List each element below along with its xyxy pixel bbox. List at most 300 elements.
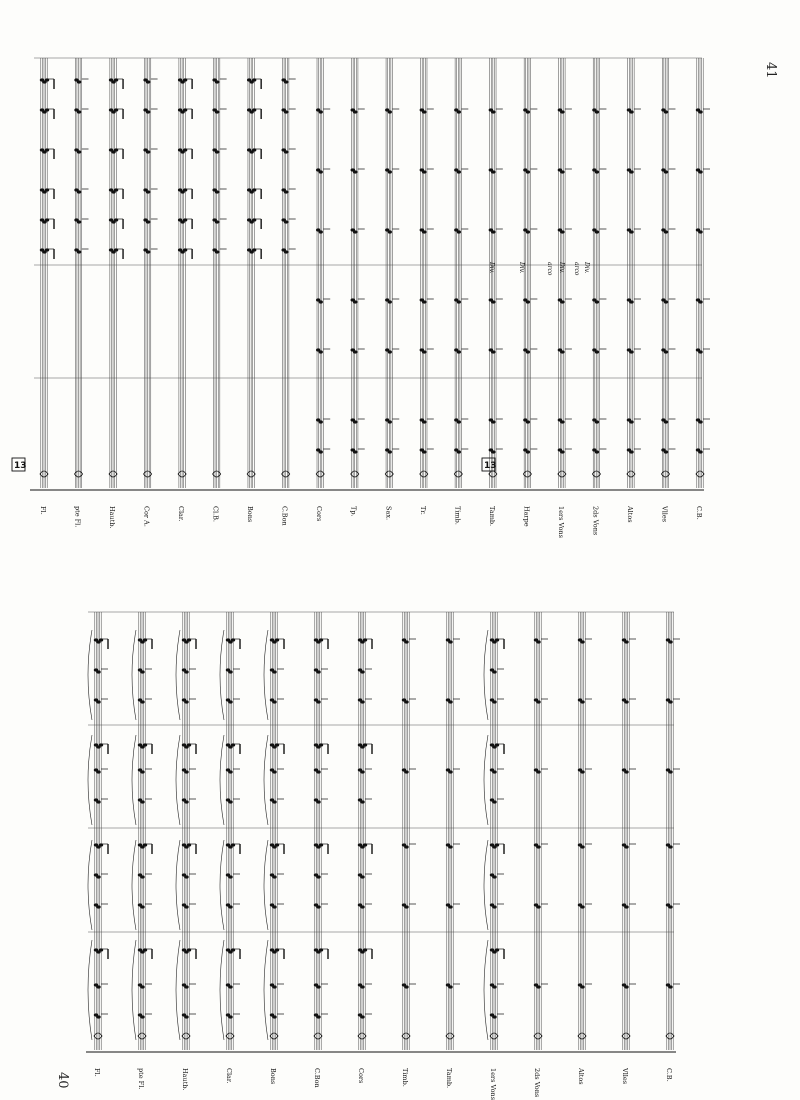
note-group bbox=[358, 768, 372, 773]
note-head bbox=[624, 640, 628, 643]
note-group bbox=[143, 78, 157, 83]
note-group bbox=[696, 168, 710, 173]
note-head bbox=[595, 300, 599, 303]
note-group bbox=[247, 188, 261, 199]
slur bbox=[484, 630, 488, 720]
note-group bbox=[138, 668, 152, 673]
note-head bbox=[146, 80, 150, 83]
note-group bbox=[314, 743, 328, 754]
note-group bbox=[622, 983, 636, 988]
note-group bbox=[385, 418, 399, 423]
note-group bbox=[270, 768, 284, 773]
note-group bbox=[490, 983, 504, 988]
note-head bbox=[560, 300, 564, 303]
note-group bbox=[534, 768, 548, 773]
note-head bbox=[457, 300, 461, 303]
note-group bbox=[592, 228, 606, 233]
note-group bbox=[212, 248, 226, 253]
note-head bbox=[422, 110, 426, 113]
note-group bbox=[696, 448, 710, 453]
note-group bbox=[314, 903, 328, 908]
note-group bbox=[578, 638, 592, 643]
note-group bbox=[182, 743, 196, 754]
note-group bbox=[270, 668, 284, 673]
note-group bbox=[622, 903, 636, 908]
svg-text:13: 13 bbox=[14, 461, 27, 471]
note-group bbox=[226, 873, 240, 878]
note-head bbox=[146, 220, 150, 223]
note-group bbox=[182, 983, 196, 988]
note-group bbox=[40, 188, 54, 199]
slur bbox=[484, 735, 488, 825]
note-head bbox=[624, 985, 628, 988]
note-head bbox=[316, 875, 320, 878]
note-group bbox=[351, 448, 365, 453]
note-head bbox=[560, 170, 564, 173]
staff-label: Altos bbox=[625, 506, 634, 523]
note-group bbox=[281, 78, 295, 83]
note-head bbox=[319, 350, 323, 353]
staff-upper-3 bbox=[110, 58, 116, 488]
note-head bbox=[96, 875, 100, 878]
note-group bbox=[314, 768, 328, 773]
note-group bbox=[622, 843, 636, 848]
note-head bbox=[664, 110, 668, 113]
note-head bbox=[184, 1015, 188, 1018]
note-head bbox=[492, 875, 496, 878]
staff-upper-8 bbox=[282, 58, 288, 488]
staff-label: Altos bbox=[577, 1068, 585, 1085]
note-group bbox=[109, 188, 123, 199]
note-group bbox=[622, 768, 636, 773]
note-group bbox=[143, 218, 157, 223]
note-head bbox=[595, 230, 599, 233]
note-head bbox=[526, 450, 530, 453]
note-head bbox=[629, 350, 633, 353]
note-group bbox=[402, 843, 416, 848]
note-group bbox=[212, 78, 226, 83]
note-head bbox=[422, 300, 426, 303]
note-group bbox=[74, 148, 88, 153]
note-group bbox=[627, 348, 641, 353]
staff-label: Tp. bbox=[349, 506, 358, 517]
note-head bbox=[668, 770, 672, 773]
note-head bbox=[316, 700, 320, 703]
note-head bbox=[492, 800, 496, 803]
note-head bbox=[184, 800, 188, 803]
slur bbox=[132, 840, 136, 930]
note-head bbox=[560, 110, 564, 113]
slur bbox=[484, 940, 488, 1040]
slur bbox=[220, 840, 224, 930]
note-group bbox=[178, 108, 192, 119]
note-group bbox=[212, 188, 226, 193]
staff-label: C.B. bbox=[665, 1068, 673, 1082]
note-group bbox=[351, 108, 365, 113]
slur bbox=[88, 630, 92, 720]
note-group bbox=[94, 798, 108, 803]
note-group bbox=[109, 108, 123, 119]
note-group bbox=[40, 108, 54, 119]
note-head bbox=[353, 230, 357, 233]
slur bbox=[88, 940, 92, 1040]
note-head bbox=[404, 845, 408, 848]
note-group bbox=[138, 698, 152, 703]
note-head bbox=[422, 420, 426, 423]
staff-upper-2 bbox=[75, 58, 81, 488]
note-group bbox=[534, 638, 548, 643]
string-marking: Div. bbox=[518, 262, 525, 274]
note-group bbox=[316, 348, 330, 353]
note-head bbox=[146, 150, 150, 153]
note-group bbox=[534, 843, 548, 848]
note-head bbox=[77, 220, 81, 223]
note-group bbox=[226, 843, 240, 854]
note-group bbox=[178, 188, 192, 199]
note-group bbox=[558, 108, 572, 113]
note-head bbox=[184, 875, 188, 878]
note-group bbox=[143, 188, 157, 193]
note-group bbox=[420, 228, 434, 233]
note-group bbox=[558, 168, 572, 173]
note-group bbox=[661, 108, 675, 113]
note-head bbox=[96, 770, 100, 773]
note-head bbox=[536, 985, 540, 988]
note-group bbox=[74, 108, 88, 113]
staff-label: Cl.B. bbox=[211, 506, 220, 522]
note-group bbox=[627, 228, 641, 233]
note-head bbox=[272, 670, 276, 673]
note-group bbox=[316, 108, 330, 113]
staff-label: Bons bbox=[269, 1068, 277, 1085]
note-group bbox=[578, 843, 592, 848]
note-group bbox=[178, 148, 192, 159]
note-head bbox=[96, 800, 100, 803]
note-group bbox=[212, 218, 226, 223]
note-group bbox=[592, 348, 606, 353]
note-head bbox=[316, 985, 320, 988]
staff-label: C.Bon bbox=[313, 1068, 321, 1088]
note-head bbox=[215, 250, 219, 253]
note-group bbox=[358, 948, 372, 959]
note-head bbox=[77, 110, 81, 113]
note-head bbox=[698, 420, 702, 423]
note-group bbox=[420, 418, 434, 423]
slur bbox=[176, 940, 180, 1040]
note-group bbox=[627, 108, 641, 113]
note-head bbox=[580, 985, 584, 988]
staff-label: Hautb. bbox=[181, 1068, 189, 1091]
note-head bbox=[184, 985, 188, 988]
note-head bbox=[272, 700, 276, 703]
note-group bbox=[138, 768, 152, 773]
note-group bbox=[402, 768, 416, 773]
note-head bbox=[284, 80, 288, 83]
note-group bbox=[661, 448, 675, 453]
slur bbox=[264, 940, 268, 1040]
note-head bbox=[140, 800, 144, 803]
note-head bbox=[353, 300, 357, 303]
note-group bbox=[94, 768, 108, 773]
note-group bbox=[490, 698, 504, 703]
note-head bbox=[215, 220, 219, 223]
note-head bbox=[77, 190, 81, 193]
note-group bbox=[316, 228, 330, 233]
note-group bbox=[534, 983, 548, 988]
note-head bbox=[388, 170, 392, 173]
note-head bbox=[526, 230, 530, 233]
note-group bbox=[182, 903, 196, 908]
note-group bbox=[489, 298, 503, 303]
note-head bbox=[215, 80, 219, 83]
note-group bbox=[523, 418, 537, 423]
note-group bbox=[358, 798, 372, 803]
note-head bbox=[698, 350, 702, 353]
note-head bbox=[664, 230, 668, 233]
note-group bbox=[661, 348, 675, 353]
note-group bbox=[94, 638, 108, 649]
note-group bbox=[281, 248, 295, 253]
note-head bbox=[228, 875, 232, 878]
staff-label: Tr. bbox=[418, 506, 427, 515]
page-number-41: 41 bbox=[763, 62, 778, 79]
note-group bbox=[138, 743, 152, 754]
note-group bbox=[314, 1013, 328, 1018]
staff-label: pte Fl. bbox=[137, 1068, 145, 1090]
note-head bbox=[228, 905, 232, 908]
note-head bbox=[629, 170, 633, 173]
note-group bbox=[94, 698, 108, 703]
slur bbox=[132, 735, 136, 825]
note-group bbox=[523, 448, 537, 453]
staff-label: pte Fl. bbox=[73, 506, 82, 528]
note-group bbox=[281, 108, 295, 113]
note-group bbox=[454, 228, 468, 233]
note-group bbox=[490, 903, 504, 908]
note-group bbox=[592, 108, 606, 113]
note-head bbox=[215, 110, 219, 113]
note-head bbox=[388, 350, 392, 353]
note-group bbox=[314, 983, 328, 988]
note-group bbox=[578, 983, 592, 988]
note-group bbox=[385, 298, 399, 303]
staff-label: Bons bbox=[246, 506, 255, 523]
note-group bbox=[226, 903, 240, 908]
note-head bbox=[698, 170, 702, 173]
note-head bbox=[448, 700, 452, 703]
note-head bbox=[316, 770, 320, 773]
note-group bbox=[316, 418, 330, 423]
note-group bbox=[358, 873, 372, 878]
note-head bbox=[560, 230, 564, 233]
note-head bbox=[422, 350, 426, 353]
note-group bbox=[454, 448, 468, 453]
note-group bbox=[351, 228, 365, 233]
note-group bbox=[247, 78, 261, 89]
note-head bbox=[140, 875, 144, 878]
staff-label: Timb. bbox=[401, 1068, 409, 1087]
note-group bbox=[270, 903, 284, 908]
note-group bbox=[351, 348, 365, 353]
note-head bbox=[595, 450, 599, 453]
note-group bbox=[454, 168, 468, 173]
note-head bbox=[272, 1015, 276, 1018]
note-group bbox=[523, 168, 537, 173]
note-group bbox=[661, 298, 675, 303]
note-head bbox=[272, 770, 276, 773]
note-group bbox=[666, 698, 680, 703]
note-head bbox=[624, 845, 628, 848]
staff-label: Hautb. bbox=[108, 506, 117, 529]
note-group bbox=[402, 983, 416, 988]
note-head bbox=[272, 985, 276, 988]
note-head bbox=[580, 845, 584, 848]
note-head bbox=[560, 350, 564, 353]
note-group bbox=[74, 78, 88, 83]
note-group bbox=[226, 983, 240, 988]
note-group bbox=[270, 1013, 284, 1018]
note-head bbox=[422, 170, 426, 173]
note-group bbox=[314, 948, 328, 959]
note-head bbox=[319, 110, 323, 113]
staff-label: Sax. bbox=[384, 506, 393, 521]
note-group bbox=[666, 638, 680, 643]
note-head bbox=[228, 770, 232, 773]
note-head bbox=[316, 670, 320, 673]
note-head bbox=[526, 300, 530, 303]
note-head bbox=[492, 770, 496, 773]
note-group bbox=[627, 298, 641, 303]
note-group bbox=[490, 768, 504, 773]
staff-label: 1ers Vons bbox=[489, 1068, 497, 1100]
note-group bbox=[358, 743, 372, 754]
note-group bbox=[94, 903, 108, 908]
note-head bbox=[536, 905, 540, 908]
staff-label: Tamb. bbox=[487, 506, 496, 527]
staff-label: Cors bbox=[357, 1068, 365, 1084]
note-group bbox=[592, 418, 606, 423]
note-group bbox=[316, 168, 330, 173]
note-head bbox=[388, 450, 392, 453]
note-head bbox=[457, 110, 461, 113]
note-head bbox=[457, 230, 461, 233]
staff-upper-1 bbox=[41, 58, 47, 488]
note-head bbox=[140, 905, 144, 908]
note-head bbox=[491, 300, 495, 303]
note-group bbox=[314, 798, 328, 803]
note-head bbox=[96, 1015, 100, 1018]
note-group bbox=[454, 348, 468, 353]
note-head bbox=[360, 770, 364, 773]
note-head bbox=[664, 170, 668, 173]
note-group bbox=[358, 983, 372, 988]
note-head bbox=[448, 905, 452, 908]
page-number-40: 40 bbox=[55, 1072, 70, 1089]
lower-system bbox=[86, 612, 680, 1100]
note-group bbox=[109, 218, 123, 229]
note-head bbox=[629, 450, 633, 453]
note-group bbox=[402, 698, 416, 703]
note-group bbox=[385, 108, 399, 113]
note-group bbox=[281, 218, 295, 223]
note-head bbox=[624, 905, 628, 908]
note-group bbox=[592, 298, 606, 303]
note-head bbox=[491, 420, 495, 423]
note-group bbox=[143, 248, 157, 253]
note-head bbox=[492, 700, 496, 703]
note-head bbox=[360, 700, 364, 703]
note-head bbox=[184, 770, 188, 773]
note-group bbox=[490, 668, 504, 673]
slur bbox=[176, 840, 180, 930]
note-group bbox=[270, 983, 284, 988]
note-group bbox=[558, 348, 572, 353]
note-group bbox=[446, 843, 460, 848]
rehearsal-mark-1 bbox=[12, 458, 27, 471]
note-group bbox=[558, 448, 572, 453]
slur bbox=[264, 840, 268, 930]
note-group bbox=[666, 903, 680, 908]
note-group bbox=[226, 638, 240, 649]
staff-upper-6 bbox=[213, 58, 219, 488]
note-group bbox=[558, 418, 572, 423]
note-head bbox=[319, 420, 323, 423]
note-head bbox=[360, 985, 364, 988]
note-head bbox=[360, 800, 364, 803]
note-head bbox=[228, 700, 232, 703]
note-group bbox=[182, 843, 196, 854]
note-head bbox=[536, 700, 540, 703]
staff-label: Cors bbox=[315, 506, 324, 522]
staff-upper-7 bbox=[248, 58, 254, 488]
slur bbox=[484, 840, 488, 930]
note-group bbox=[420, 108, 434, 113]
note-head bbox=[457, 450, 461, 453]
note-group bbox=[534, 903, 548, 908]
note-head bbox=[580, 905, 584, 908]
note-head bbox=[668, 845, 672, 848]
note-group bbox=[446, 768, 460, 773]
string-marking: arco bbox=[573, 262, 580, 276]
slur bbox=[220, 630, 224, 720]
note-group bbox=[661, 228, 675, 233]
note-group bbox=[212, 148, 226, 153]
note-group bbox=[109, 148, 123, 159]
note-group bbox=[446, 983, 460, 988]
slur bbox=[264, 735, 268, 825]
note-head bbox=[526, 350, 530, 353]
slur bbox=[88, 735, 92, 825]
note-group bbox=[138, 983, 152, 988]
note-group bbox=[178, 218, 192, 229]
note-group bbox=[138, 1013, 152, 1018]
note-head bbox=[319, 450, 323, 453]
note-group bbox=[40, 78, 54, 89]
note-group bbox=[40, 218, 54, 229]
note-head bbox=[404, 770, 408, 773]
note-group bbox=[490, 873, 504, 878]
note-head bbox=[140, 670, 144, 673]
note-head bbox=[491, 170, 495, 173]
note-group bbox=[94, 873, 108, 878]
note-head bbox=[629, 300, 633, 303]
note-group bbox=[402, 903, 416, 908]
note-group bbox=[490, 948, 504, 959]
note-group bbox=[94, 668, 108, 673]
note-head bbox=[77, 150, 81, 153]
note-head bbox=[580, 640, 584, 643]
note-group bbox=[314, 873, 328, 878]
